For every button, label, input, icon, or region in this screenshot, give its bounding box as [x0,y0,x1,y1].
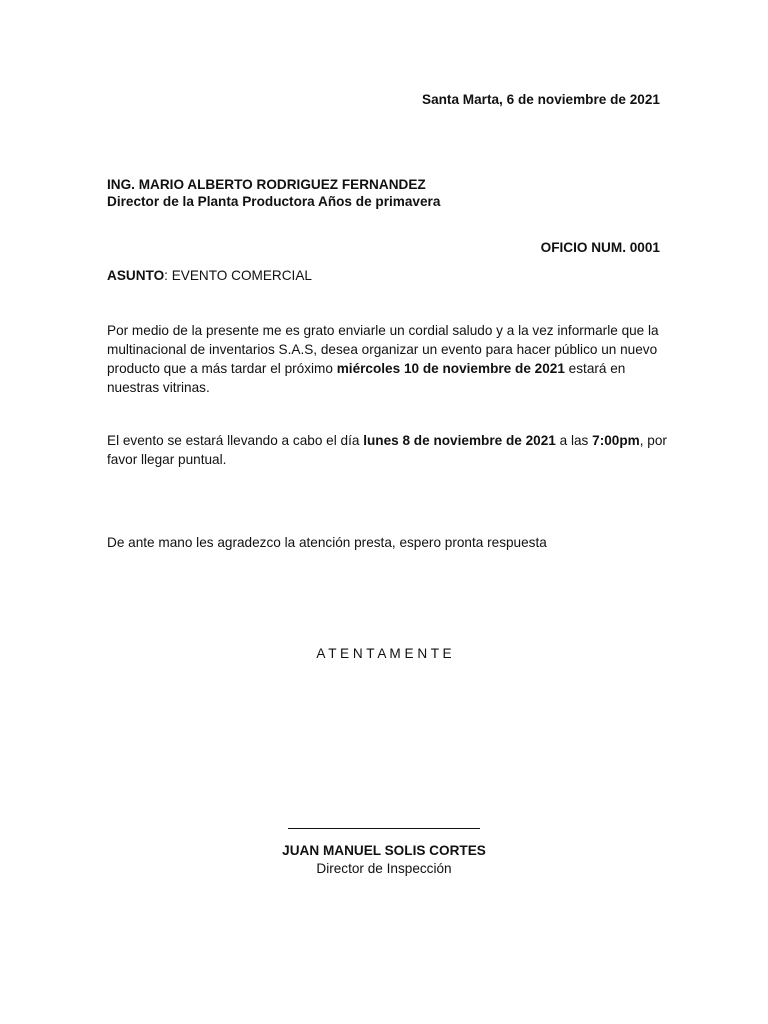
subject-separator: : [164,268,168,283]
signature-line [288,828,480,829]
closing-text: A T E N T A M E N T E [316,646,452,661]
paragraph-2-text-c: , por favor llegar puntual. [107,433,667,467]
oficio-number: OFICIO NUM. 0001 [540,240,660,255]
paragraph-2-text-b: a las [555,433,593,448]
subject-line [107,266,667,285]
paragraph-2-time: 7:00pm [592,433,640,448]
signatory-name: JUAN MANUEL SOLIS CORTES [282,843,486,858]
signatory-title: Director de Inspección [316,861,452,876]
body-paragraph-3: De ante mano les agradezco la atención presta, espero pronta respuesta [107,535,547,550]
recipient-title: Director de la Planta Productora Años de primavera [107,194,441,209]
paragraph-2-date: lunes 8 de noviembre de 2021 [363,433,556,448]
recipient-name: ING. MARIO ALBERTO RODRIGUEZ FERNANDEZ [107,177,426,192]
date-line: Santa Marta, 6 de noviembre de 2021 [422,92,660,107]
subject-label: ASUNTO [107,268,165,283]
paragraph-1-text-a: Por medio de la presente me es grato enviarle un cordial saludo y a la vez informarle que la multinacional de inventarios S.A.S, desea organizar un evento para hacer público un nuevo producto que a más tardar el próximo [107,323,659,376]
paragraph-1-text-b: estará en nuestras vitrinas. [107,361,626,395]
body-paragraph-1 [107,321,667,397]
paragraph-1-date: miércoles 10 de noviembre de 2021 [336,361,565,376]
subject-value: EVENTO COMERCIAL [167,268,312,283]
paragraph-2-text-a: El evento se estará llevando a cabo el día [107,433,364,448]
body-paragraph-2 [107,431,667,469]
